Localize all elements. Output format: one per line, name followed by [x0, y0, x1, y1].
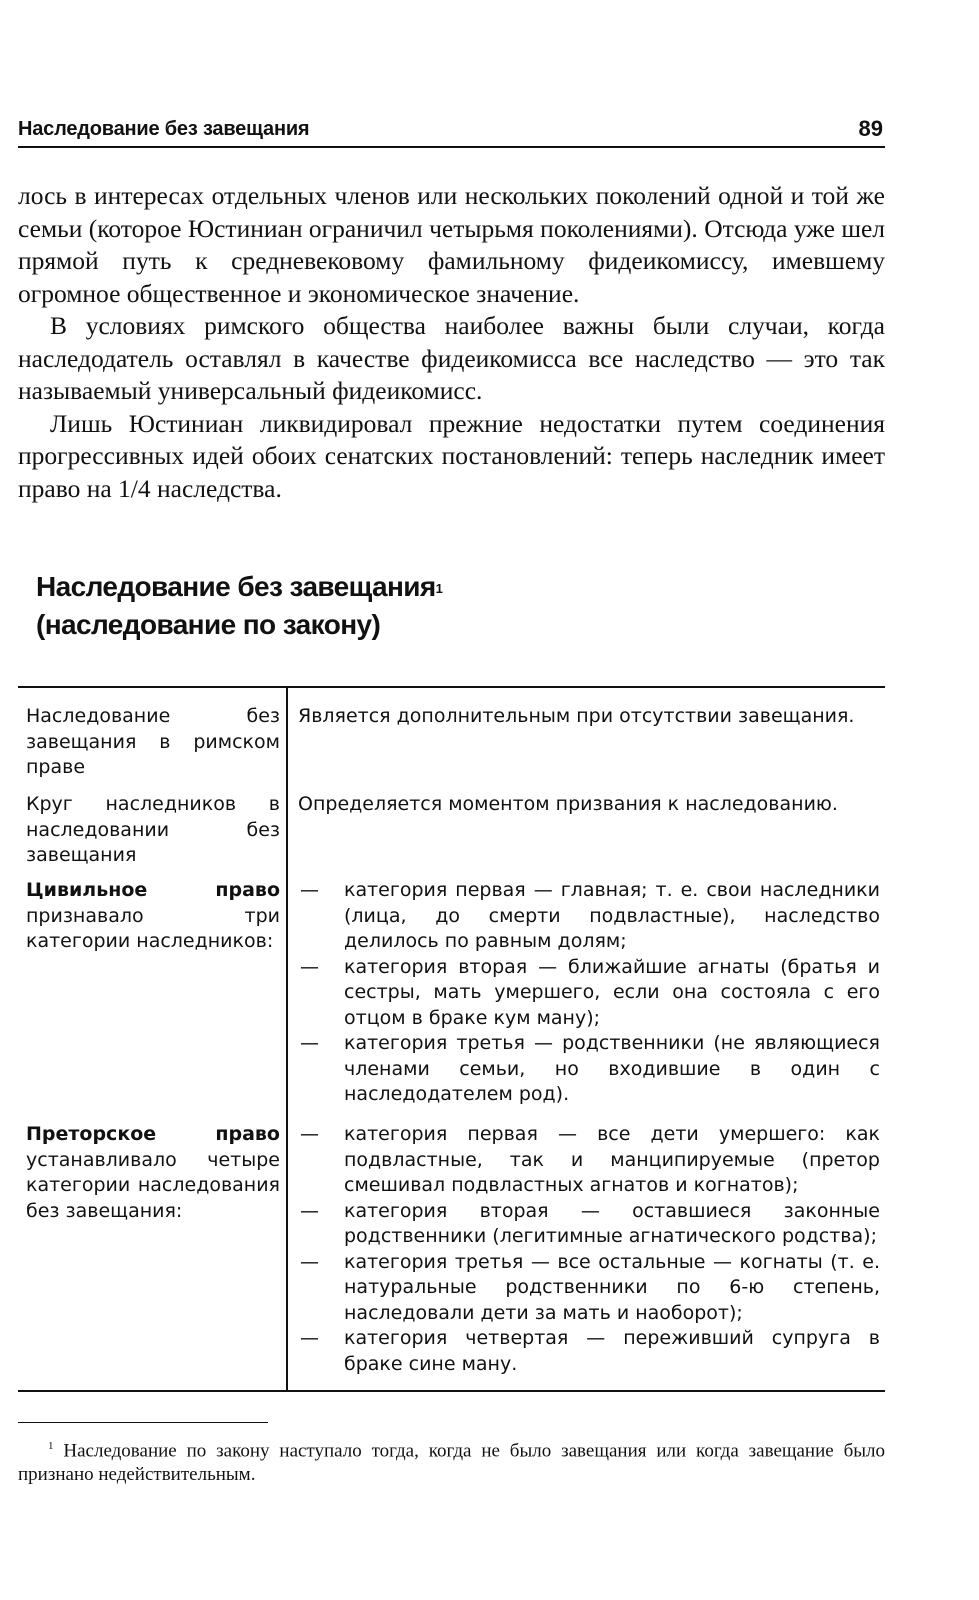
footnote-reference: 1 [435, 581, 443, 596]
footnote [18, 1434, 885, 1487]
section-heading-line1: Наследование без завещания [36, 571, 436, 602]
list-item: — категория первая — главная; т. е. свои наследники (лица, до смерти подвластные), наследство делилось по равным долям; [298, 878, 880, 955]
row3-right-cell [298, 878, 880, 1108]
civil-law-term: Цивильное право [26, 879, 280, 901]
running-header-title: Наследование без завещания [18, 118, 310, 140]
footnote-mark: 1 [48, 1440, 54, 1452]
footnote-text: Наследование по закону наступало тогда, когда не было завещания или когда завещание было признано недействительным. [18, 1440, 885, 1486]
list-item: — категория третья — родственники (не являющиеся членами семьи, но входившие в один с наследодателем род). [298, 1031, 880, 1108]
list-item: — категория третья — все остальные — когнаты (т. е. натуральные родственники по 6-ю степень, наследовали дети за мать и наоборот); [298, 1250, 880, 1327]
list-item: — категория первая — все дети умершего: как подвластные, так и манципируемые (претор смешивал подвластных агнатов и когнатов); [298, 1122, 880, 1199]
praetorian-law-term: Преторское право [26, 1123, 280, 1145]
row1-right-cell: Является дополнительным при отсутствии завещания. [298, 705, 855, 727]
row2-left-cell: Круг наследников в наследовании без завещания [26, 793, 280, 866]
paragraph-universal-fideicommissum: В условиях римского общества наиболее важны были случаи, когда наследодатель оставлял в качестве фидеикомисса все наследство — это так называемый универсальный фидеикомисс. [18, 311, 885, 405]
footnote-divider [18, 1422, 268, 1423]
body-text [18, 180, 885, 505]
civil-law-text: признавало три категории наследников: [26, 904, 280, 952]
praetorian-law-text: устанавливало четыре категории наследования без завещания: [26, 1148, 280, 1222]
section-heading [36, 568, 736, 644]
list-item: — категория вторая — оставшиеся законные родственники (легитимные агнатического родства); [298, 1199, 880, 1250]
running-header [18, 112, 885, 148]
row2-right-cell: Определяется моментом призвания к наследованию. [298, 793, 838, 815]
page-number: 89 [858, 116, 883, 141]
paragraph-justinian: Лишь Юстиниан ликвидировал прежние недостатки путем соединения прогрессивных идей обоих сенатских постановлений: теперь наследник имеет право на 1/4 наследства. [18, 408, 885, 503]
row1-left-cell: Наследование без завещания в римском праве [26, 705, 280, 778]
row4-left-cell [26, 1122, 280, 1224]
civil-law-categories [298, 878, 880, 1108]
paragraph-continuation: лось в интересах отдельных членов или нескольких поколений одной и той же семьи (которое Юстиниан ограничил четырьмя поколениями). Отсюда уже шел прямой путь к средневековому фамильному фидеикомиссу, имевшему огромное общественное и экономическое значение. [18, 181, 885, 308]
row4-right-cell [298, 1122, 880, 1377]
inheritance-table [18, 686, 885, 1392]
list-item: — категория четвертая — переживший супруга в браке сине ману. [298, 1326, 880, 1377]
list-item: — категория вторая — ближайшие агнаты (братья и сестры, мать умершего, если она состояла с его отцом в браке кум ману); [298, 955, 880, 1032]
praetorian-law-categories [298, 1122, 880, 1377]
row3-left-cell [26, 878, 280, 955]
table-column-divider [286, 688, 288, 1390]
section-heading-line2: (наследование по закону) [36, 609, 381, 640]
